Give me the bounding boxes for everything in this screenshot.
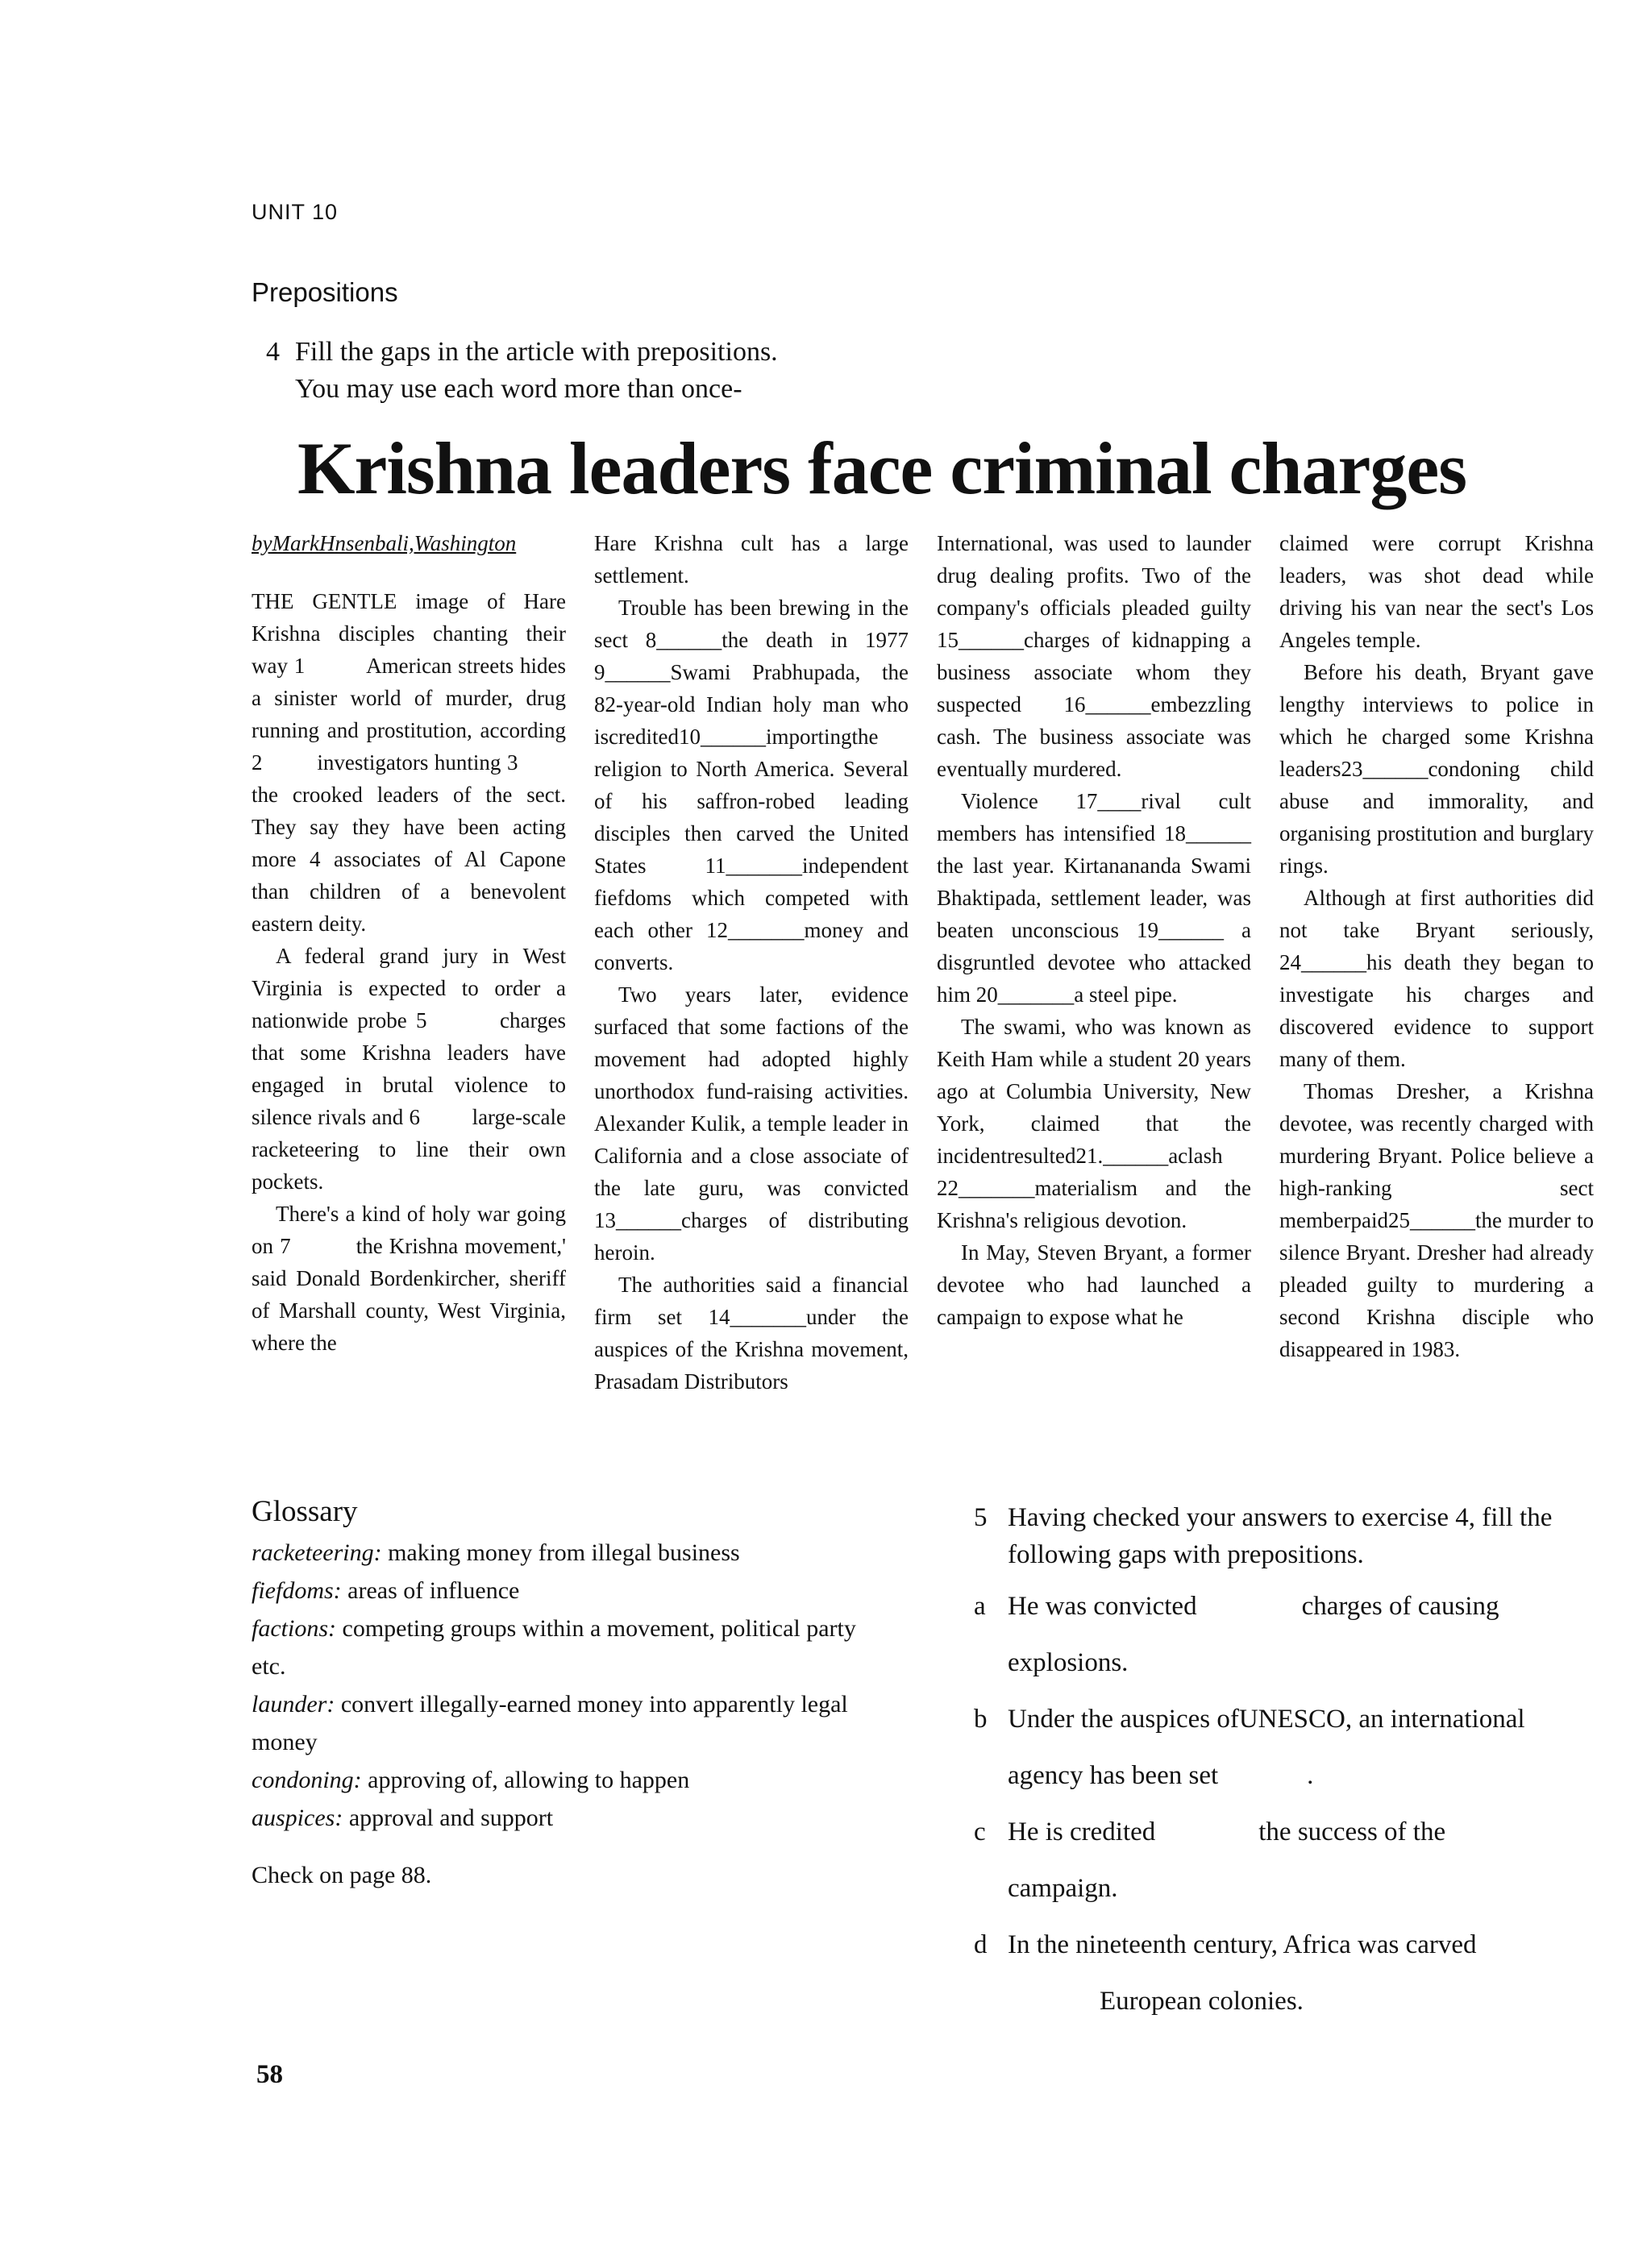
exercise-number: 4 <box>266 337 280 367</box>
exercise-item-continued <box>974 1747 1611 1804</box>
article-paragraph: Before his death, Bryant gave lengthy interviews to police in which he charged some Krishna leaders23______condoning child abuse and immorality, and organising prostitution and burglary rings. <box>1279 660 1594 878</box>
article-paragraph: Thomas Dresher, a Krishna devotee, was recently charged with murdering Bryant. Police believe a high-ranking sect memberpaid25______the murder to silence Bryant. Dresher had already pleaded guilty to murdering a second Krishna disciple who disappeared in 1983. <box>1279 1079 1594 1361</box>
exercise-number: 5 <box>974 1503 988 1532</box>
glossary-definition: making money from illegal business <box>388 1539 740 1566</box>
item-text: campaign. <box>1008 1874 1118 1903</box>
item-text: Under the auspices of <box>1008 1705 1239 1734</box>
exercise-item <box>974 1804 1611 1860</box>
article-paragraph: Trouble has been brewing in the sect 8______the death in 1977 9______Swami Prabhupada, the 82-year-old Indian holy man who iscredited10______importingthe religion to North America. Several of his saffron-robed leading disciples then carved the United States 11_______independent fiefdoms which competed with each other 12_______money and converts. <box>594 596 909 974</box>
glossary-entry <box>252 1799 864 1837</box>
glossary-title: Glossary <box>252 1495 358 1528</box>
glossary-entry <box>252 1534 864 1572</box>
exercise-5 <box>974 1499 1611 2029</box>
article-paragraph: The authorities said a financial firm set 14_______under the auspices of the Krishna movement, Prasadam Distributors <box>594 1273 909 1394</box>
glossary-definition: approving of, allowing to happen <box>368 1767 690 1793</box>
instruction-line: Having checked your answers to exercise 4, fill the <box>1008 1503 1553 1532</box>
check-reference: Check on page 88. <box>252 1862 432 1888</box>
item-text: explosions. <box>1008 1648 1129 1677</box>
glossary-entry <box>252 1761 864 1799</box>
exercise-item <box>974 1578 1611 1635</box>
glossary-term: condoning: <box>252 1767 362 1793</box>
item-letter: b <box>974 1705 988 1734</box>
exercise-4-instructions <box>266 334 778 408</box>
glossary <box>252 1493 864 1894</box>
article-paragraph: Two years later, evidence surfaced that some factions of the movement had adopted highly unorthodox fund-raising activities. Alexander Kulik, a temple leader in California and a close associate of the late guru, was convicted 13______charges of distributing heroin. <box>594 982 909 1265</box>
item-text: charges of causing <box>1301 1592 1499 1621</box>
instruction-line: Fill the gaps in the article with prepositions. <box>295 337 778 367</box>
item-letter: d <box>974 1930 988 1959</box>
exercise-5-instructions <box>974 1499 1611 1573</box>
article-headline: Krishna leaders face criminal charges <box>297 427 1467 509</box>
exercise-item-continued <box>974 1635 1611 1691</box>
glossary-entry <box>252 1572 864 1610</box>
article-paragraph: International, was used to launder drug dealing profits. Two of the company's officials pleaded guilty 15______charges of kidnapping a business associate whom they suspected 16______embezzling cash. The business associate was eventually murdered. <box>937 531 1251 781</box>
item-text: the success of the <box>1258 1817 1446 1846</box>
article-paragraph: In May, Steven Bryant, a former devotee who had launched a campaign to expose what he <box>937 1240 1251 1329</box>
section-title: Prepositions <box>252 277 398 307</box>
item-text: He is credited <box>1008 1817 1156 1846</box>
glossary-definition: approval and support <box>348 1805 554 1831</box>
article-column-3 <box>937 527 1251 1333</box>
instruction-line: following gaps with prepositions. <box>1008 1540 1364 1569</box>
exercise-item <box>974 1917 1611 1973</box>
glossary-entry <box>252 1610 864 1685</box>
item-letter: c <box>974 1817 986 1846</box>
exercise-item <box>974 1691 1611 1747</box>
glossary-definition: competing groups within a movement, political party etc. <box>252 1615 856 1680</box>
article-column-2 <box>594 527 909 1398</box>
article-paragraph: THE GENTLE image of Hare Krishna disciples chanting their way 1 American streets hides a sinister world of murder, drug running and prostitution, according 2 investigators hunting 3 the crooked leaders of the sect. They say they have been acting more 4 associates of Al Capone than children of a benevolent eastern deity. <box>252 589 566 936</box>
glossary-term: racketeering: <box>252 1539 382 1566</box>
item-letter: a <box>974 1592 986 1621</box>
item-text: UNESCO, an international <box>1238 1705 1525 1734</box>
glossary-term: auspices: <box>252 1805 343 1831</box>
article-column-4 <box>1279 527 1594 1365</box>
instruction-line: You may use each word more than once- <box>295 374 742 404</box>
article-paragraph: Violence 17____rival cult members has intensified 18______ the last year. Kirtanananda Swami Bhaktipada, settlement leader, was beaten unconscious 19______ a disgruntled devotee who attacked him 20_______a steel pipe. <box>937 789 1251 1007</box>
glossary-entry <box>252 1685 864 1761</box>
article-paragraph: Although at first authorities did not take Bryant seriously, 24______his death they began to investigate his charges and discovered evidence to support many of them. <box>1279 886 1594 1071</box>
page-number: 58 <box>256 2060 283 2089</box>
glossary-term: factions: <box>252 1615 336 1642</box>
glossary-definition: areas of influence <box>347 1577 520 1604</box>
item-text: . <box>1307 1761 1314 1790</box>
article-paragraph: The swami, who was known as Keith Ham while a student 20 years ago at Columbia University, New York, claimed that the incidentresulted21.______aclash 22_______materialism and the Krishna's religious devotion. <box>937 1015 1251 1232</box>
glossary-definition: convert illegally-earned money into apparently legal money <box>252 1691 848 1755</box>
item-text: In the nineteenth century, Africa was carved <box>1008 1930 1477 1959</box>
article-column-1 <box>252 527 566 1359</box>
exercise-item-continued <box>974 1860 1611 1917</box>
item-text: He was convicted <box>1008 1592 1197 1621</box>
item-text: agency has been set <box>1008 1761 1219 1790</box>
byline: byMarkHnsenbali,Washington <box>252 531 517 555</box>
article-paragraph: There's a kind of holy war going on 7 the Krishna movement,' said Donald Bordenkircher, sheriff of Marshall county, West Virginia, where the <box>252 1202 566 1355</box>
article-paragraph: claimed were corrupt Krishna leaders, was shot dead while driving his van near the sect's Los Angeles temple. <box>1279 531 1594 652</box>
article-paragraph: A federal grand jury in West Virginia is expected to order a nationwide probe 5 charges that some Krishna leaders have engaged in brutal violence to silence rivals and 6 large-scale racketeering to line their own pockets. <box>252 944 566 1194</box>
glossary-term: launder: <box>252 1691 335 1718</box>
unit-label: UNIT 10 <box>252 200 339 224</box>
article-paragraph: Hare Krishna cult has a large settlement. <box>594 531 909 588</box>
item-text: European colonies. <box>1100 1987 1304 2016</box>
exercise-item-continued <box>974 1973 1611 2029</box>
glossary-term: fiefdoms: <box>252 1577 342 1604</box>
